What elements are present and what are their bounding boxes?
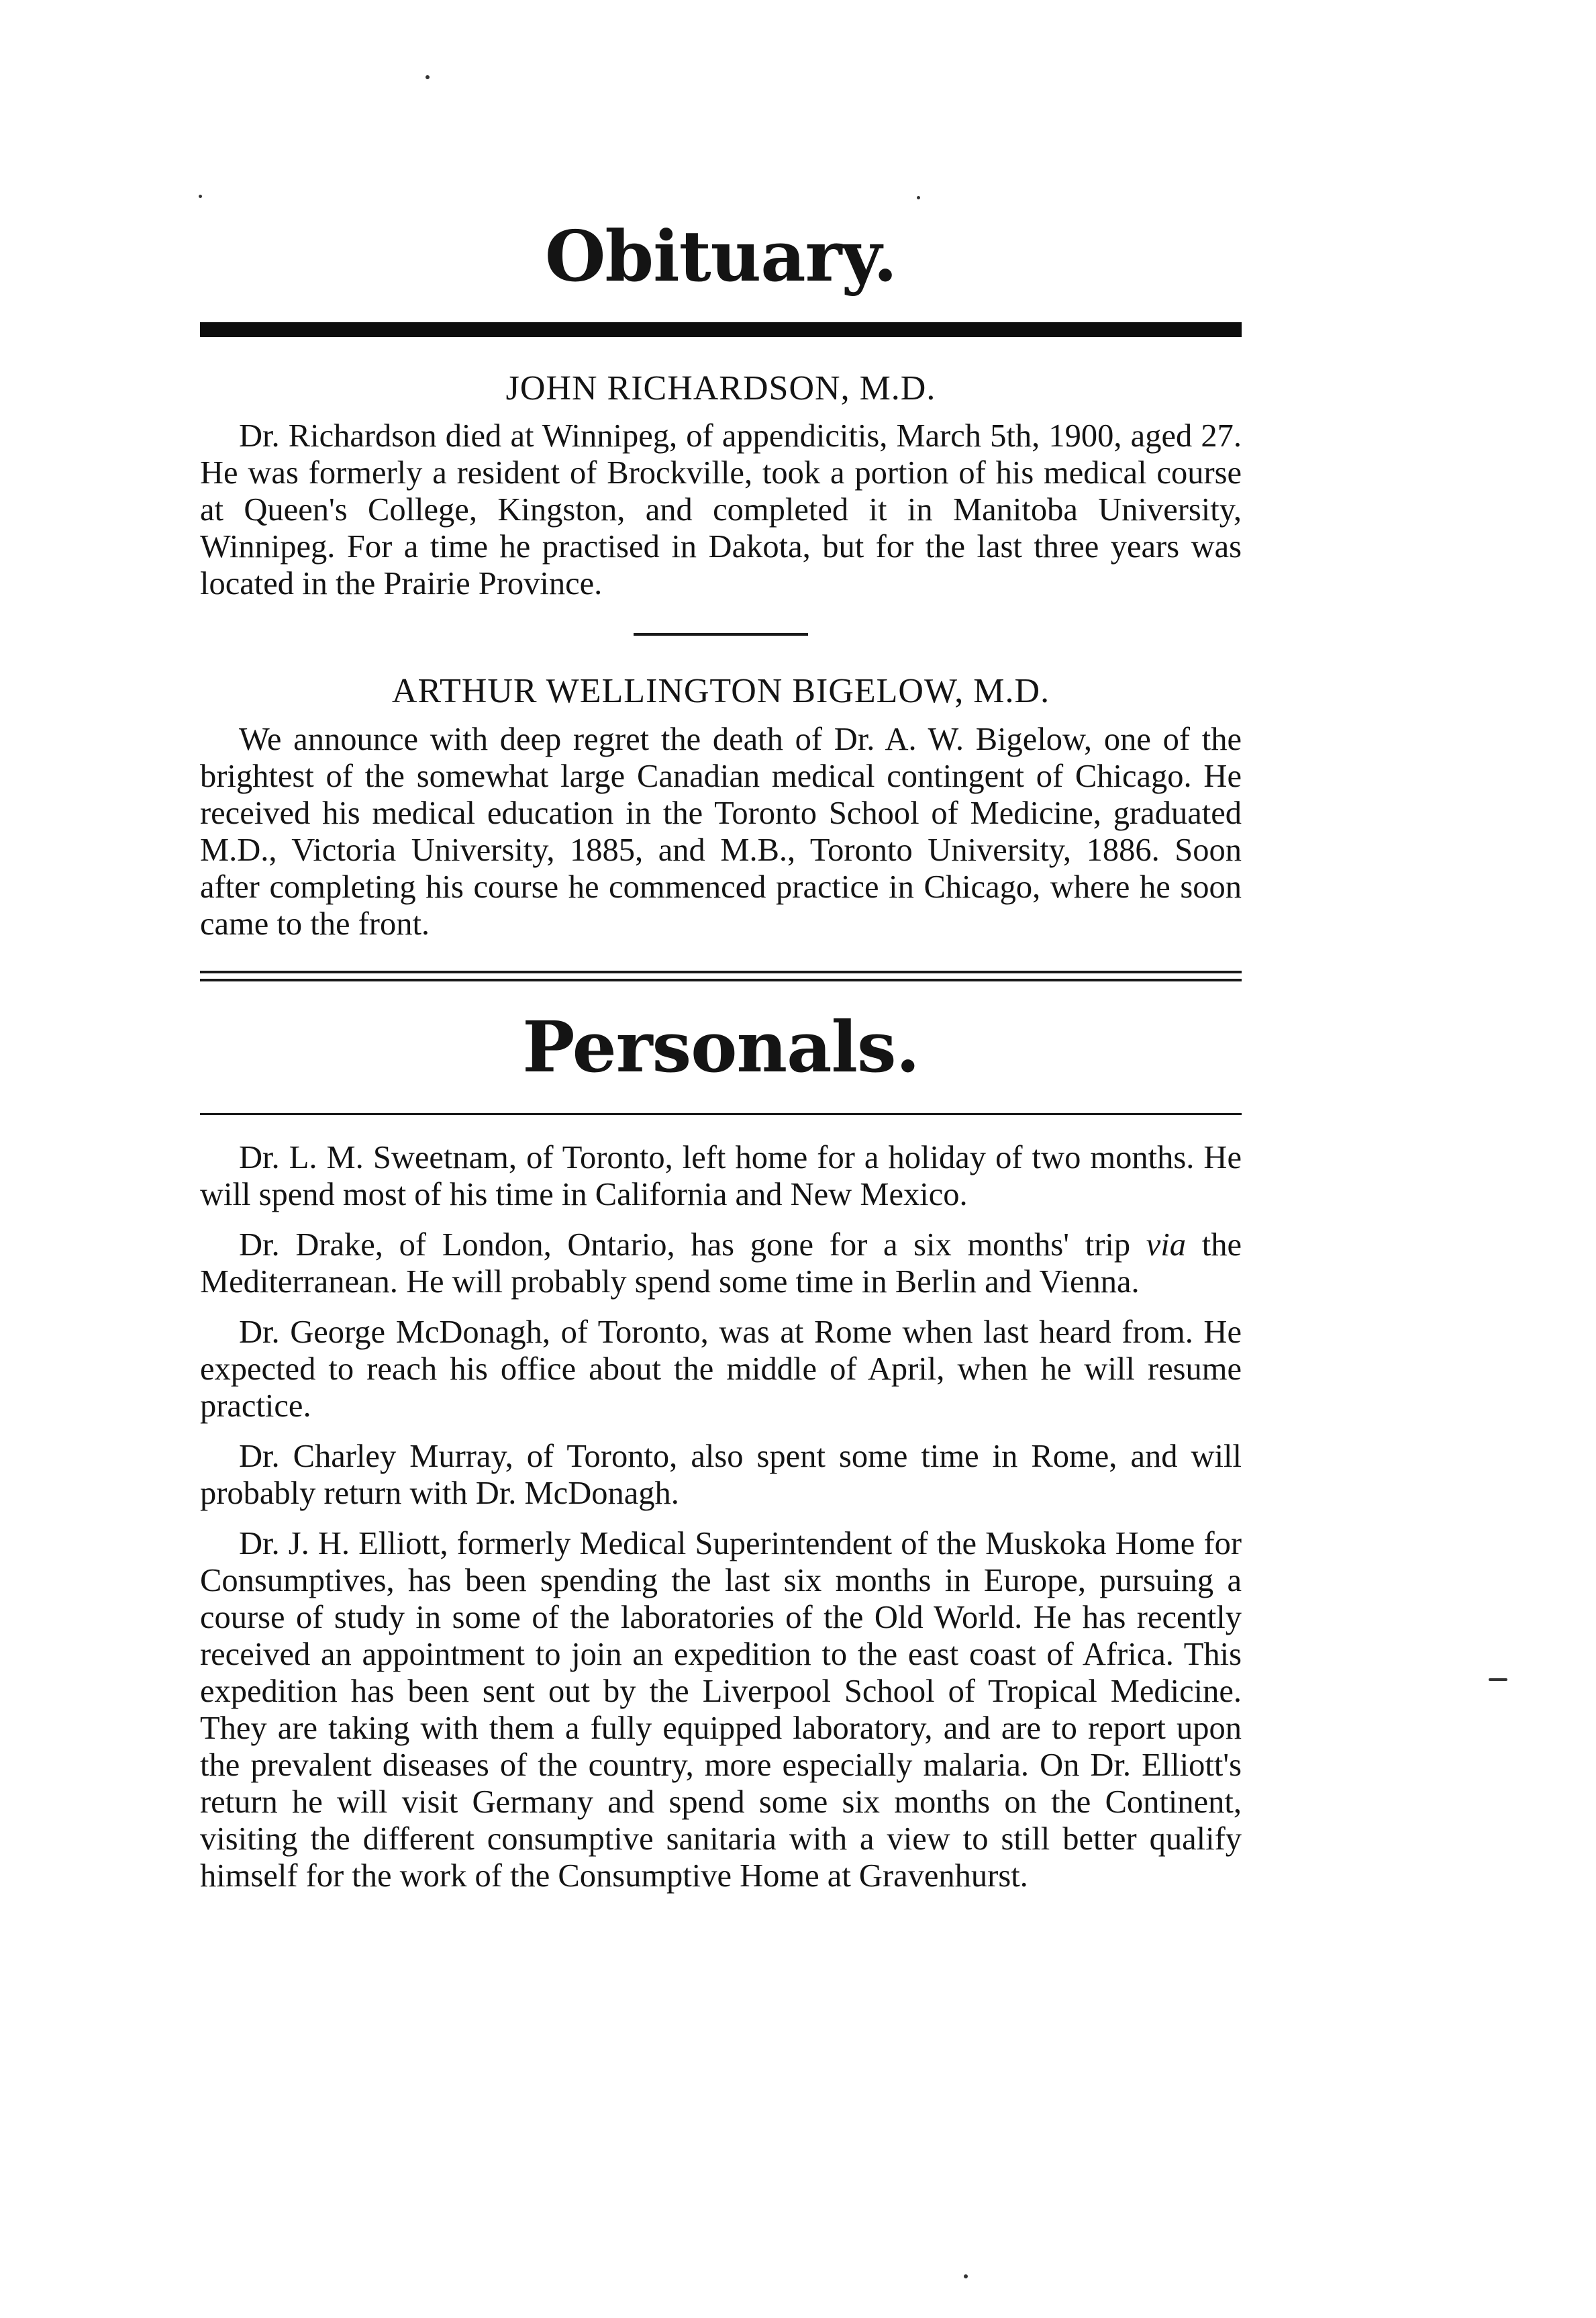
obituary-name: JOHN RICHARDSON, M.D. — [505, 369, 936, 407]
personal-item-text: Dr. Drake, of London, Ontario, has gone for a six months' trip — [239, 1226, 1146, 1263]
personal-item-text: the Mediterranean. He will probably spend some time in Berlin and Vienna. — [200, 1226, 1242, 1300]
obituary-title: Obituary. — [544, 215, 897, 297]
personal-item-italic: via — [1146, 1226, 1187, 1263]
personal-item: Dr. J. H. Elliott, formerly Medical Superintendent of the Muskoka Home for Consumptives, has been spending the last six months in Europe, pursuing a course of study in some of the laboratories of the Old World. He has recently received an appointment to join an expedition to the east coast of Africa. This expedition has been sent out by the Liverpool School of Tropical Medicine. They are taking with them a fully equipped laboratory, and are to report upon the prevalent diseases of the country, more especially malaria. On Dr. Elliott's return he will visit Germany and spend some six months on the Continent, visiting the different consumptive sanitaria with a view to still better qualify himself for the work of the Consumptive Home at Gravenhurst. — [200, 1525, 1242, 1894]
double-divider — [200, 971, 1242, 981]
obituary-text: Dr. Richardson died at Winnipeg, of appendicitis, March 5th, 1900, aged 27. He was formerly a resident of Brockville, took a portion of his medical course at Queen's College, Kingston, and completed it in Manitoba University, Winnipeg. For a time he practised in Dakota, but for the last three years was located in the Prairie Province. — [200, 418, 1242, 602]
scan-speck — [964, 2274, 968, 2278]
personal-item: Dr. Charley Murray, of Toronto, also spent some time in Rome, and will probably return with Dr. McDonagh. — [200, 1438, 1242, 1511]
scan-speck — [1489, 1678, 1507, 1681]
personals-title: Personals. — [522, 1005, 919, 1088]
personal-item: Dr. George McDonagh, of Toronto, was at Rome when last heard from. He expected to reach his office about the middle of April, when he will resume practice. — [200, 1314, 1242, 1424]
document-page — [200, 215, 1242, 1908]
scan-speck — [917, 196, 920, 199]
thin-divider — [200, 1113, 1242, 1115]
personal-item — [200, 1226, 1242, 1300]
obituary-name: ARTHUR WELLINGTON BIGELOW, M.D. — [391, 672, 1050, 711]
obituary-text: We announce with deep regret the death of Dr. A. W. Bigelow, one of the brightest of the somewhat large Canadian medical contingent of Chicago. He received his medical education in the Toronto School of Medicine, graduated M.D., Victoria University, 1885, and M.B., Toronto University, 1886. Soon after completing his course he commenced practice in Chicago, where he soon came to the front. — [200, 721, 1242, 942]
personal-item: Dr. L. M. Sweetnam, of Toronto, left home for a holiday of two months. He will spend most of his time in California and New Mexico. — [200, 1139, 1242, 1212]
scan-speck — [426, 75, 430, 79]
short-divider — [634, 633, 808, 636]
scan-speck — [199, 195, 202, 198]
thick-divider — [200, 322, 1242, 337]
